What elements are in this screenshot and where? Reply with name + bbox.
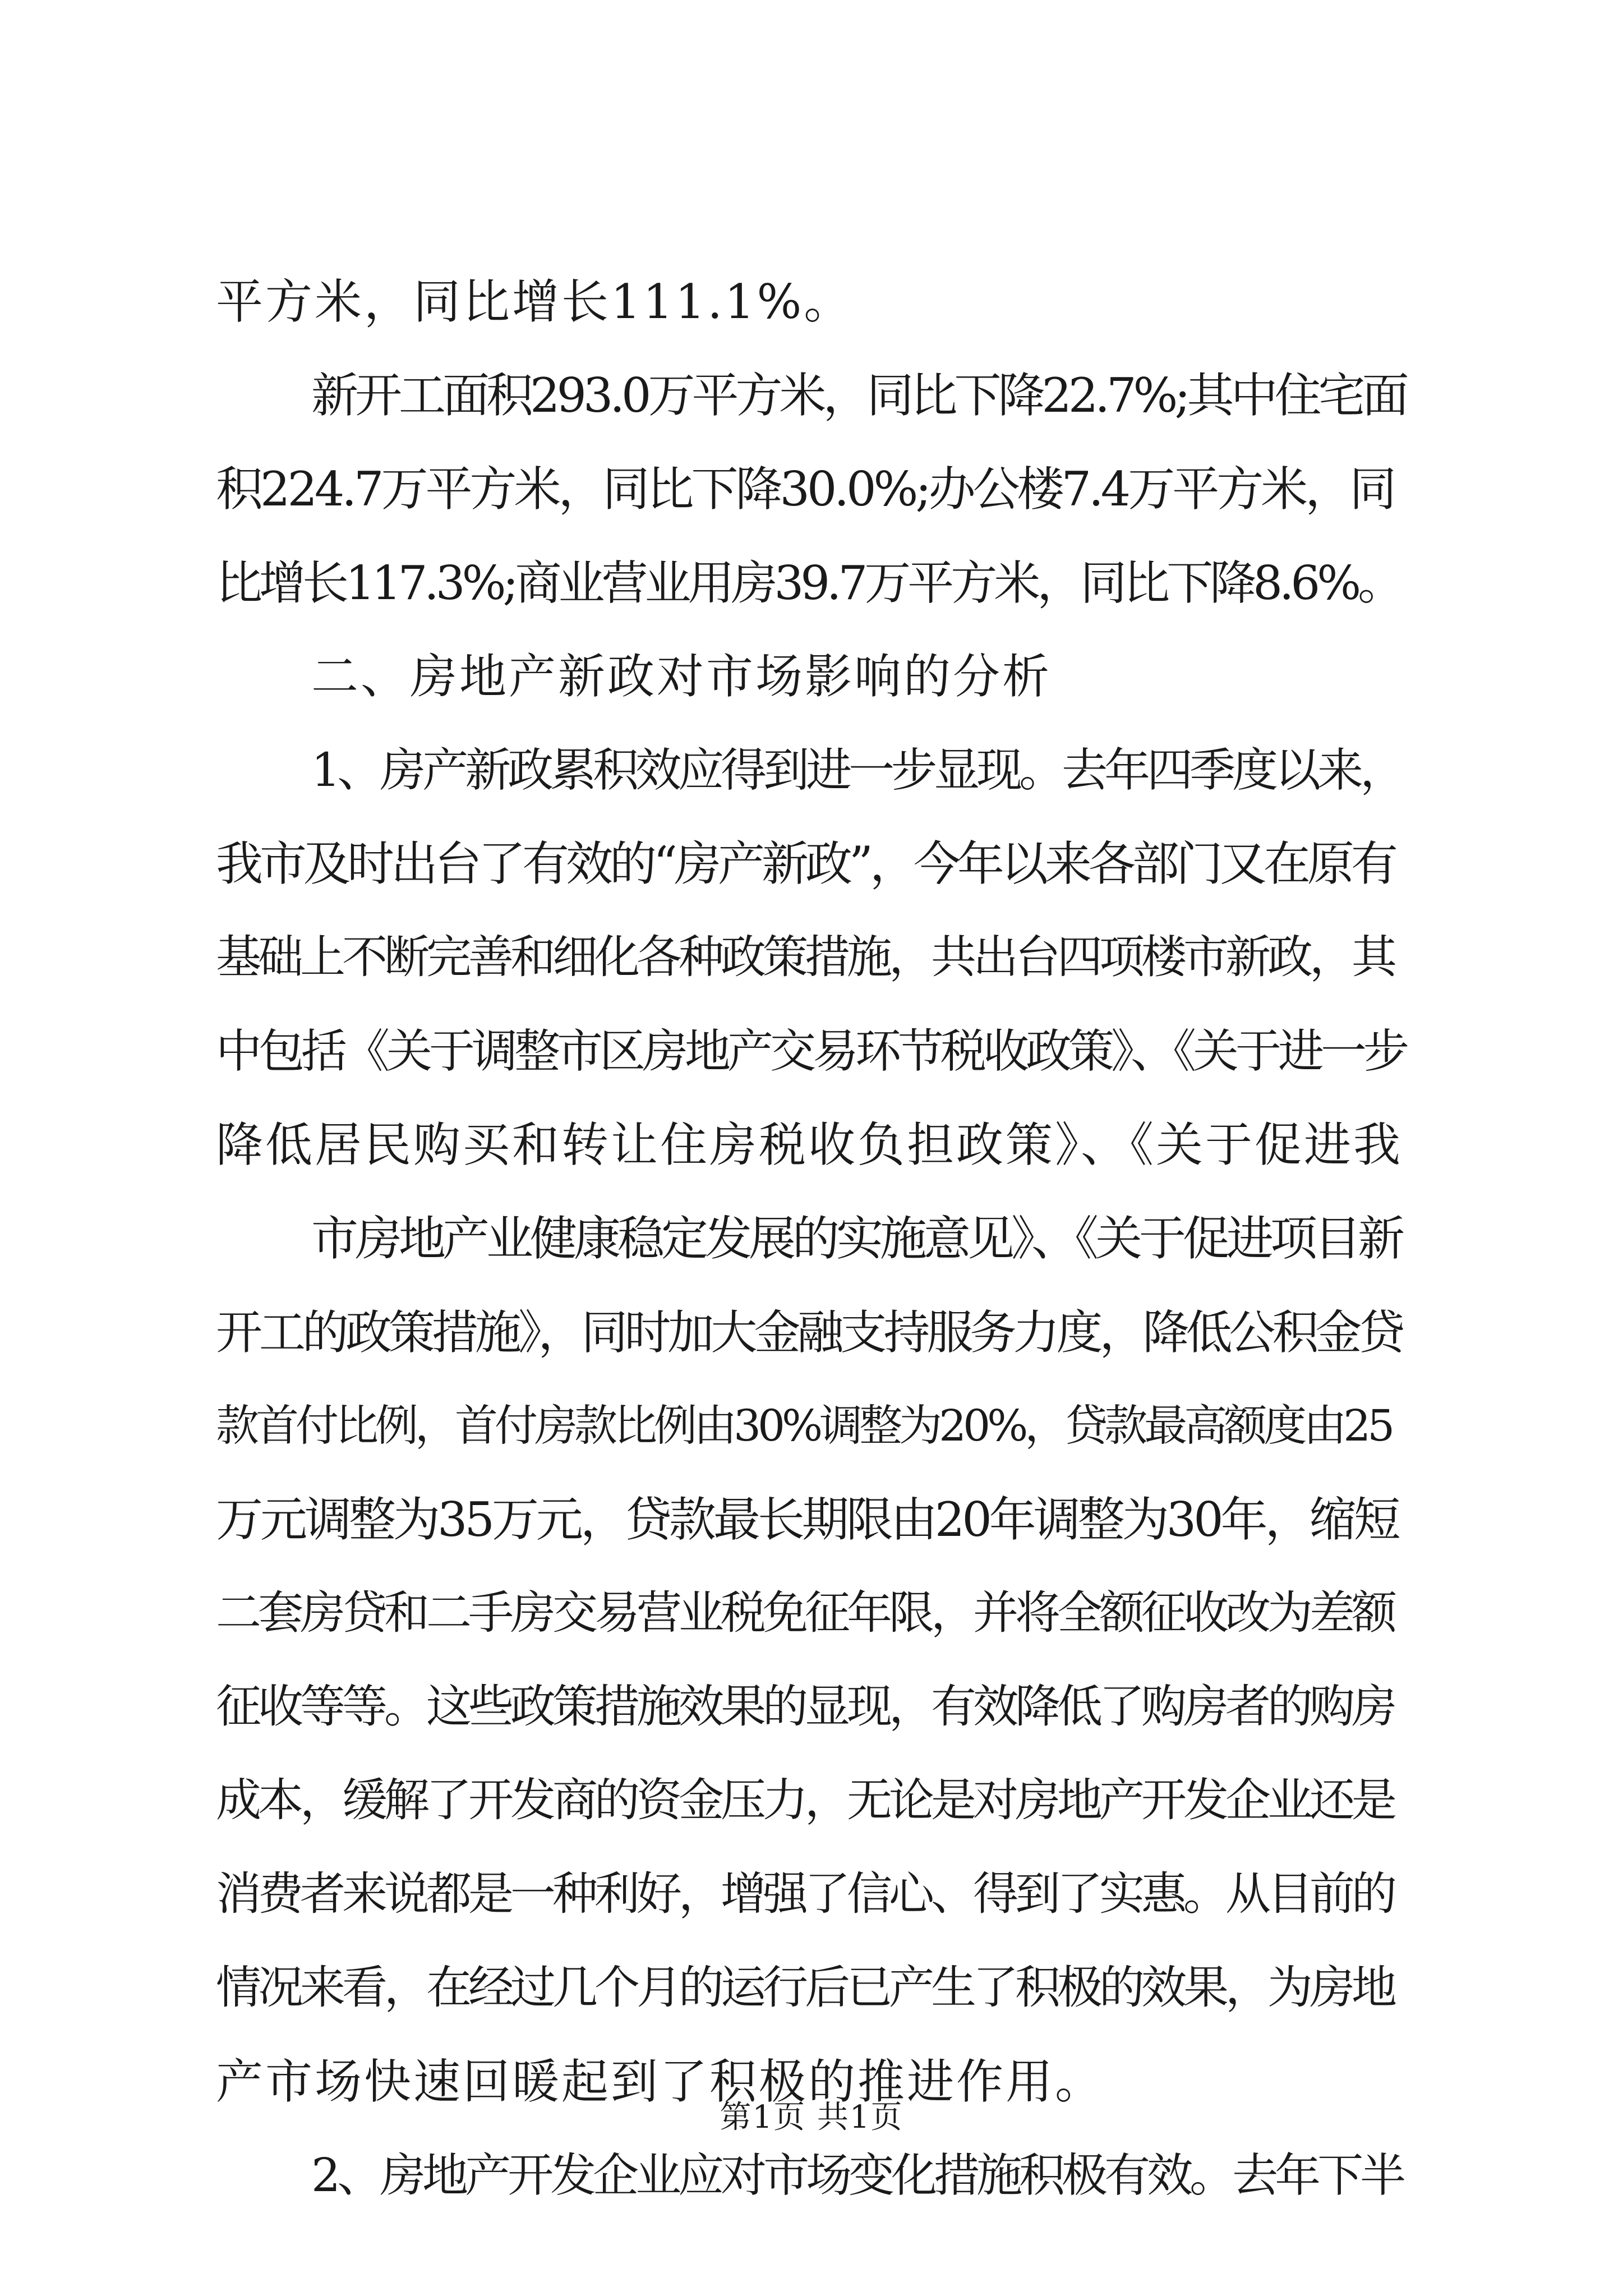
text-line: 市房地产业健康稳定发展的实施意见》、《关于促进项目新 bbox=[311, 1211, 1402, 1266]
text-line: 成本，缓解了开发商的资金压力，无论是对房地产开发企业还是 bbox=[216, 1774, 1394, 1827]
text-line: 平方米，同比增长111.1%。 bbox=[216, 274, 854, 329]
text-line: 产市场快速回暖起到了积极的推进作用。 bbox=[216, 2054, 1105, 2109]
document-body bbox=[216, 255, 1408, 2223]
text-line: 中包括《关于调整市区房地产交易环节税收政策》、《关于进一步 bbox=[216, 1025, 1407, 1078]
text-line: 1、房产新政累积效应得到进一步显现。去年四季度以来， bbox=[311, 744, 1403, 797]
text-line: 万元调整为35万元，贷款最长期限由20年调整为30年，缩短 bbox=[216, 1492, 1398, 1547]
text-line: 我市及时出台了有效的“房产新政”，今年以来各部门又在原有 bbox=[216, 836, 1395, 891]
text-line: 积224.7万平方米，同比下降30.0%;办公楼7.4万平方米，同 bbox=[216, 462, 1394, 517]
page-footer: 第1页 共1页 bbox=[720, 2099, 903, 2136]
text-line: 比增长117.3%;商业营业用房39.7万平方米，同比下降8.6%。 bbox=[216, 556, 1401, 610]
text-line: 基础上不断完善和细化各种政策措施，共出台四项楼市新政，其 bbox=[216, 931, 1394, 984]
text-line: 二套房贷和二手房交易营业税免征年限，并将全额征收改为差额 bbox=[216, 1587, 1394, 1640]
text-line: 情况来看，在经过几个月的运行后已产生了积极的效果，为房地 bbox=[216, 1962, 1394, 2014]
text-line: 新开工面积293.0万平方米，同比下降22.7%;其中住宅面 bbox=[311, 368, 1406, 423]
text-line: 消费者来说都是一种利好，增强了信心、得到了实惠。从目前的 bbox=[216, 1868, 1394, 1921]
text-line: 款首付比例，首付房款比例由30%调整为20%，贷款最高额度由25 bbox=[216, 1401, 1392, 1451]
text-line: 征收等等。这些政策措施效果的显现，有效降低了购房者的购房 bbox=[216, 1681, 1394, 1733]
text-line: 2、房地产开发企业应对市场变化措施积极有效。去年下半 bbox=[311, 2149, 1403, 2202]
text-line: 开工的政策措施》，同时加大金融支持服务力度，降低公积金贷 bbox=[216, 1305, 1402, 1360]
text-line: 二、房地产新政对市场影响的分析 bbox=[311, 649, 1052, 704]
text-line: 降低居民购买和转让住房税收负担政策》、《关于促进我 bbox=[216, 1117, 1403, 1172]
